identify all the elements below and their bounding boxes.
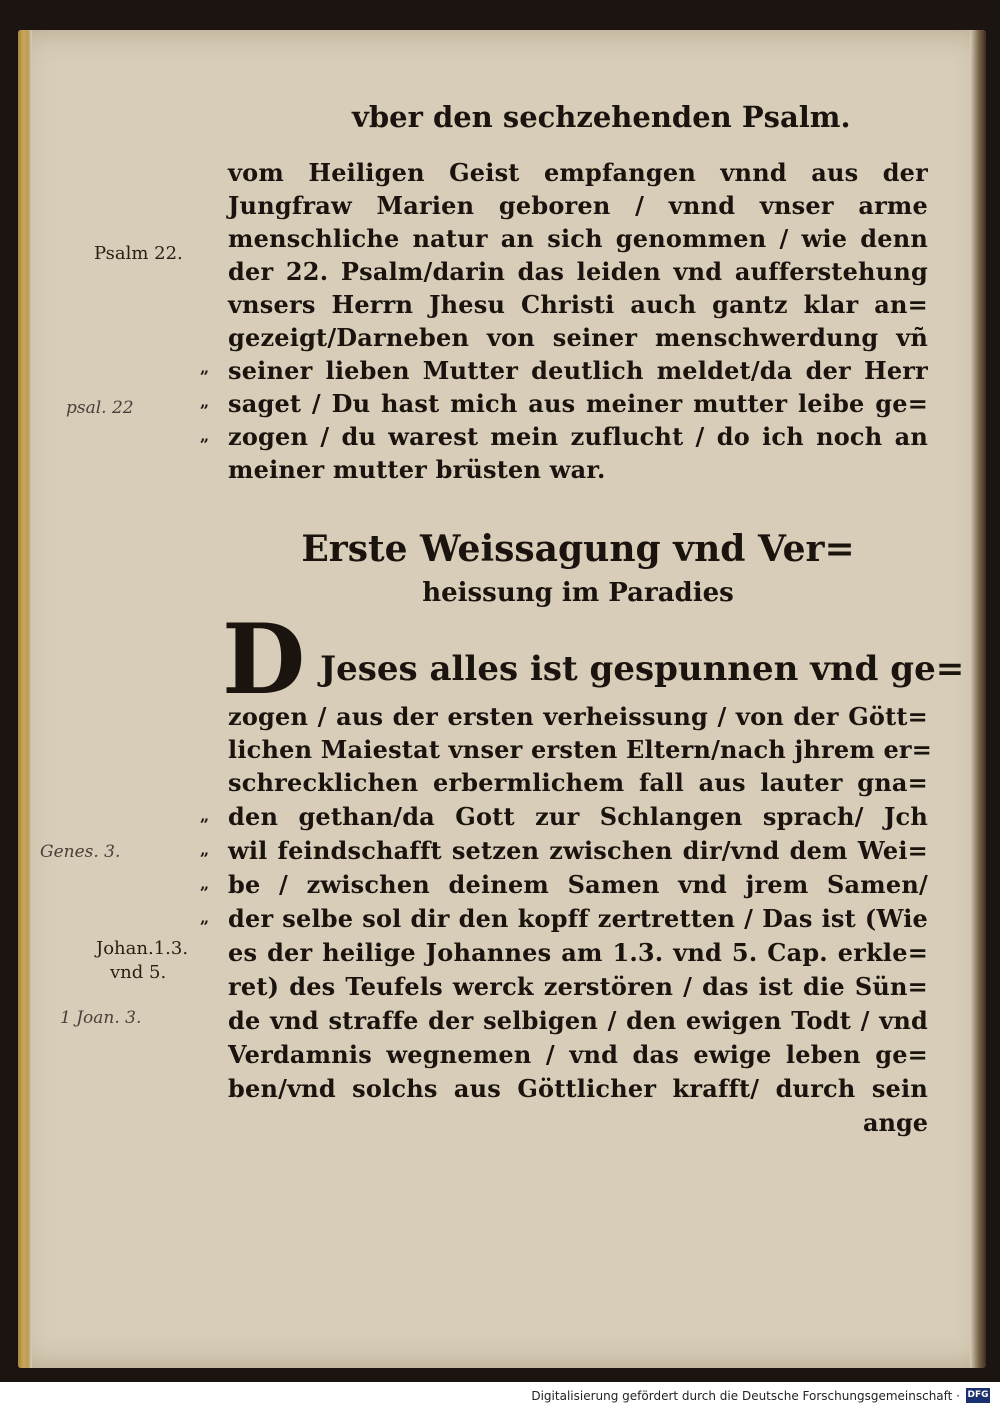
quote-mark: „ — [200, 358, 210, 377]
drop-initial: D — [222, 603, 306, 716]
body-line: lichen Maiestat vnser ersten Eltern/nach jhrem er= — [228, 735, 933, 764]
quote-mark: „ — [200, 840, 210, 859]
section-heading: Erste Weissagung vnd Ver= — [301, 528, 855, 570]
section-heading-continued: heissung im Paradies — [422, 578, 734, 608]
body-line: Verdamnis wegnemen / vnd das ewige leben ge= — [228, 1040, 928, 1069]
quote-mark: „ — [200, 908, 210, 927]
quote-mark: „ — [200, 426, 210, 445]
dfg-logo-icon: DFG — [966, 1388, 990, 1403]
body-line: ben/vnd solchs aus Göttlicher krafft/ durch sein — [228, 1074, 928, 1103]
section-first-line: Jeses alles ist gespunnen vnd ge= — [320, 649, 965, 689]
catchword: ange — [862, 1108, 928, 1137]
body-line: de vnd straffe der selbigen / den ewigen Todt / vnd — [228, 1006, 928, 1035]
footer-bar — [0, 1382, 1000, 1411]
quote-mark: „ — [200, 392, 210, 411]
body-line: Jungfraw Marien geboren / vnnd vnser arme — [228, 191, 928, 220]
body-line: ret) des Teufels werck zerstören / das ist die Sün= — [228, 972, 928, 1001]
page-gutter-shadow — [970, 30, 986, 1368]
body-line: meiner mutter brüsten war. — [228, 455, 606, 484]
body-line: den gethan/da Gott zur Schlangen sprach/ Jch — [228, 802, 928, 831]
body-line: gezeigt/Darneben von seiner menschwerdung vñ — [228, 323, 928, 352]
body-line: be / zwischen deinem Samen vnd jrem Samen/ — [228, 870, 928, 899]
body-line: wil feindschafft setzen zwischen dir/vnd dem Wei= — [228, 836, 928, 865]
quote-mark: „ — [200, 806, 210, 825]
handwritten-note-psal: psal. 22 — [66, 398, 134, 418]
body-line: der 22. Psalm/darin das leiden vnd aufferstehung — [228, 257, 928, 286]
running-head: vber den sechzehenden Psalm. — [352, 100, 851, 134]
handwritten-note-joan: 1 Joan. 3. — [60, 1008, 142, 1028]
body-line: vom Heiligen Geist empfangen vnnd aus der — [228, 158, 928, 187]
margin-note-psalm: Psalm 22. — [94, 243, 183, 264]
body-line: seiner lieben Mutter deutlich meldet/da der Herr — [228, 356, 928, 385]
body-line: vnsers Herrn Jhesu Christi auch gantz klar an= — [228, 290, 928, 319]
body-line: es der heilige Johannes am 1.3. vnd 5. Cap. erkle= — [228, 938, 928, 967]
body-line: zogen / du warest mein zuflucht / do ich noch an — [228, 422, 928, 451]
margin-note-johan: Johan.1.3. — [96, 938, 189, 959]
body-line: menschliche natur an sich genommen / wie denn — [228, 224, 928, 253]
body-line: zogen / aus der ersten verheissung / von der Gött= — [228, 702, 928, 731]
margin-note-johan-continued: vnd 5. — [110, 962, 167, 983]
body-line: saget / Du hast mich aus meiner mutter leibe ge= — [228, 389, 928, 418]
body-line: schrecklichen erbermlichem fall aus lauter gna= — [228, 768, 928, 797]
footer-credit: Digitalisierung gefördert durch die Deutsche Forschungsgemeinschaft · — [531, 1389, 960, 1403]
body-line: der selbe sol dir den kopff zertretten / Das ist (Wie — [228, 904, 928, 933]
page-gilt-edge — [18, 30, 32, 1368]
handwritten-note-genes: Genes. 3. — [40, 842, 121, 862]
quote-mark: „ — [200, 874, 210, 893]
